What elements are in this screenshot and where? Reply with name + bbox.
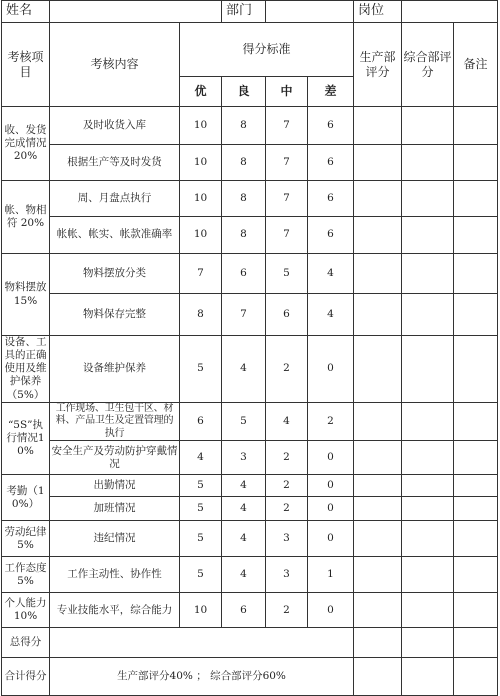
assessment-content: 物料摆放分类	[50, 254, 180, 294]
score-you: 10	[180, 593, 222, 628]
table-row	[2, 557, 498, 593]
score-you: 10	[180, 181, 222, 217]
prod-dept-score-cell[interactable]	[354, 181, 402, 217]
assessment-item: 个人能力10%	[2, 593, 50, 628]
score-liang: 4	[222, 557, 266, 593]
total-label: 总得分	[2, 628, 50, 658]
content-column-header: 考核内容	[50, 23, 180, 107]
score-you: 5	[180, 336, 222, 403]
prod-dept-score-cell[interactable]	[354, 557, 402, 593]
score-zhong: 5	[266, 254, 308, 294]
total-row	[2, 628, 498, 658]
assessment-item: 收、发货完成情况20%	[2, 107, 50, 181]
assessment-content: 工作主动性、协作性	[50, 557, 180, 593]
assessment-content: 加班情况	[50, 497, 180, 521]
score-cha: 6	[308, 217, 354, 254]
score-liang: 4	[222, 521, 266, 557]
score-zhong: 3	[266, 521, 308, 557]
score-liang: 8	[222, 145, 266, 181]
score-zhong: 2	[266, 441, 308, 475]
remark-cell[interactable]	[454, 254, 498, 294]
combined-remark-cell[interactable]	[454, 658, 498, 696]
general-dept-score-cell[interactable]	[402, 497, 454, 521]
score-liang: 8	[222, 181, 266, 217]
assessment-item: 设备、工具的正确使用及维护保养（5%）	[2, 336, 50, 403]
assessment-item: 考勤（10%）	[2, 475, 50, 521]
remark-column-header: 备注	[454, 23, 498, 107]
total-remark-cell[interactable]	[454, 628, 498, 658]
assessment-content: 物料保存完整	[50, 294, 180, 336]
table-row	[2, 145, 498, 181]
prod-dept-score-cell[interactable]	[354, 217, 402, 254]
assessment-item: 劳动纪律5%	[2, 521, 50, 557]
score-cha: 0	[308, 521, 354, 557]
score-zhong: 2	[266, 336, 308, 403]
grade-cha-header: 差	[308, 77, 354, 107]
score-liang: 8	[222, 107, 266, 145]
combined-label: 合计得分	[2, 658, 50, 696]
general-dept-column-header: 综合部评分	[402, 23, 454, 107]
general-dept-score-cell[interactable]	[402, 593, 454, 628]
remark-cell[interactable]	[454, 294, 498, 336]
assessment-item: 工作态度5%	[2, 557, 50, 593]
remark-cell[interactable]	[454, 475, 498, 497]
score-cha: 0	[308, 593, 354, 628]
prod-dept-score-cell[interactable]	[354, 475, 402, 497]
prod-dept-score-cell[interactable]	[354, 521, 402, 557]
score-zhong: 2	[266, 497, 308, 521]
prod-dept-score-cell[interactable]	[354, 294, 402, 336]
assessment-content: 根据生产等及时发货	[50, 145, 180, 181]
general-dept-score-cell[interactable]	[402, 107, 454, 145]
score-you: 10	[180, 217, 222, 254]
score-zhong: 4	[266, 402, 308, 441]
grade-you-header: 优	[180, 77, 222, 107]
general-dept-score-cell[interactable]	[402, 217, 454, 254]
score-you: 8	[180, 294, 222, 336]
score-you: 5	[180, 475, 222, 497]
prod-dept-score-cell[interactable]	[354, 402, 402, 441]
score-zhong: 6	[266, 294, 308, 336]
score-you: 10	[180, 145, 222, 181]
general-dept-score-cell[interactable]	[402, 336, 454, 403]
score-cha: 2	[308, 402, 354, 441]
combined-formula: 生产部评分40% ； 综合部评分60%	[50, 658, 354, 696]
score-zhong: 7	[266, 107, 308, 145]
score-liang: 3	[222, 441, 266, 475]
score-zhong: 7	[266, 145, 308, 181]
assessment-content: 专业技能水平，综合能力	[50, 593, 180, 628]
remark-cell[interactable]	[454, 521, 498, 557]
score-liang: 8	[222, 217, 266, 254]
general-dept-score-cell[interactable]	[402, 475, 454, 497]
remark-cell[interactable]	[454, 497, 498, 521]
table-row	[2, 593, 498, 628]
score-you: 7	[180, 254, 222, 294]
column-header-row	[2, 23, 498, 77]
remark-cell[interactable]	[454, 181, 498, 217]
score-cha: 6	[308, 107, 354, 145]
combined-prod-dept-cell[interactable]	[354, 658, 402, 696]
table-row	[2, 107, 498, 145]
name-field[interactable]	[50, 1, 222, 23]
general-dept-score-cell[interactable]	[402, 441, 454, 475]
score-liang: 7	[222, 294, 266, 336]
dept-field[interactable]	[266, 1, 354, 23]
general-dept-score-cell[interactable]	[402, 181, 454, 217]
score-cha: 6	[308, 181, 354, 217]
prod-dept-column-header: 生产部评分	[354, 23, 402, 107]
standard-column-header: 得分标准	[180, 23, 354, 77]
remark-cell[interactable]	[454, 217, 498, 254]
combined-row	[2, 658, 498, 696]
assessment-item: 物料摆放15%	[2, 254, 50, 336]
assessment-content: 出勤情况	[50, 475, 180, 497]
score-liang: 5	[222, 402, 266, 441]
table-row	[2, 217, 498, 254]
score-liang: 6	[222, 593, 266, 628]
score-liang: 6	[222, 254, 266, 294]
remark-cell[interactable]	[454, 593, 498, 628]
general-dept-score-cell[interactable]	[402, 402, 454, 441]
table-row	[2, 497, 498, 521]
score-you: 10	[180, 107, 222, 145]
remark-cell[interactable]	[454, 557, 498, 593]
score-liang: 4	[222, 475, 266, 497]
general-dept-score-cell[interactable]	[402, 145, 454, 181]
score-cha: 1	[308, 557, 354, 593]
score-you: 4	[180, 441, 222, 475]
grade-zhong-header: 中	[266, 77, 308, 107]
combined-general-dept-cell[interactable]	[402, 658, 454, 696]
score-zhong: 2	[266, 593, 308, 628]
grade-liang-header: 良	[222, 77, 266, 107]
score-liang: 4	[222, 336, 266, 403]
total-general-dept-cell[interactable]	[402, 628, 454, 658]
score-you: 5	[180, 557, 222, 593]
score-cha: 6	[308, 145, 354, 181]
prod-dept-score-cell[interactable]	[354, 497, 402, 521]
prod-dept-score-cell[interactable]	[354, 254, 402, 294]
header-info-row	[2, 1, 498, 23]
score-zhong: 7	[266, 181, 308, 217]
remark-cell[interactable]	[454, 107, 498, 145]
score-liang: 4	[222, 497, 266, 521]
assessment-content: 及时收货入库	[50, 107, 180, 145]
post-label: 岗位	[354, 1, 402, 23]
score-cha: 4	[308, 254, 354, 294]
assessment-table	[1, 0, 498, 696]
table-row	[2, 254, 498, 294]
score-zhong: 7	[266, 217, 308, 254]
name-label: 姓名	[2, 1, 50, 23]
post-field[interactable]	[402, 1, 498, 23]
total-blank	[50, 628, 354, 658]
prod-dept-score-cell[interactable]	[354, 107, 402, 145]
score-cha: 0	[308, 336, 354, 403]
table-row	[2, 402, 498, 441]
dept-label: 部门	[222, 1, 266, 23]
general-dept-score-cell[interactable]	[402, 254, 454, 294]
remark-cell[interactable]	[454, 336, 498, 403]
general-dept-score-cell[interactable]	[402, 557, 454, 593]
score-you: 6	[180, 402, 222, 441]
assessment-item: 帐、物相符 20%	[2, 181, 50, 254]
score-cha: 0	[308, 475, 354, 497]
assessment-content: 帐帐、帐实、帐款准确率	[50, 217, 180, 254]
item-column-header: 考核项目	[2, 23, 50, 107]
score-you: 5	[180, 521, 222, 557]
assessment-content: 安全生产及劳动防护穿戴情况	[50, 441, 180, 475]
prod-dept-score-cell[interactable]	[354, 441, 402, 475]
assessment-form	[1, 0, 499, 683]
score-you: 5	[180, 497, 222, 521]
table-row	[2, 336, 498, 403]
score-zhong: 3	[266, 557, 308, 593]
assessment-content: 工作现场、卫生包干区、材料、产品卫生及定置管理的执行	[50, 402, 180, 441]
assessment-item: “5S”执行情况10%	[2, 402, 50, 475]
general-dept-score-cell[interactable]	[402, 294, 454, 336]
general-dept-score-cell[interactable]	[402, 521, 454, 557]
score-cha: 0	[308, 441, 354, 475]
assessment-content: 设备维护保养	[50, 336, 180, 403]
table-row	[2, 521, 498, 557]
assessment-content: 违纪情况	[50, 521, 180, 557]
score-cha: 0	[308, 497, 354, 521]
prod-dept-score-cell[interactable]	[354, 336, 402, 403]
score-cha: 4	[308, 294, 354, 336]
table-row	[2, 181, 498, 217]
remark-cell[interactable]	[454, 441, 498, 475]
remark-cell[interactable]	[454, 145, 498, 181]
table-body	[2, 1, 498, 696]
score-zhong: 2	[266, 475, 308, 497]
remark-cell[interactable]	[454, 402, 498, 441]
total-prod-dept-cell[interactable]	[354, 628, 402, 658]
assessment-content: 周、月盘点执行	[50, 181, 180, 217]
prod-dept-score-cell[interactable]	[354, 145, 402, 181]
table-row	[2, 475, 498, 497]
table-row	[2, 441, 498, 475]
table-row	[2, 294, 498, 336]
prod-dept-score-cell[interactable]	[354, 593, 402, 628]
